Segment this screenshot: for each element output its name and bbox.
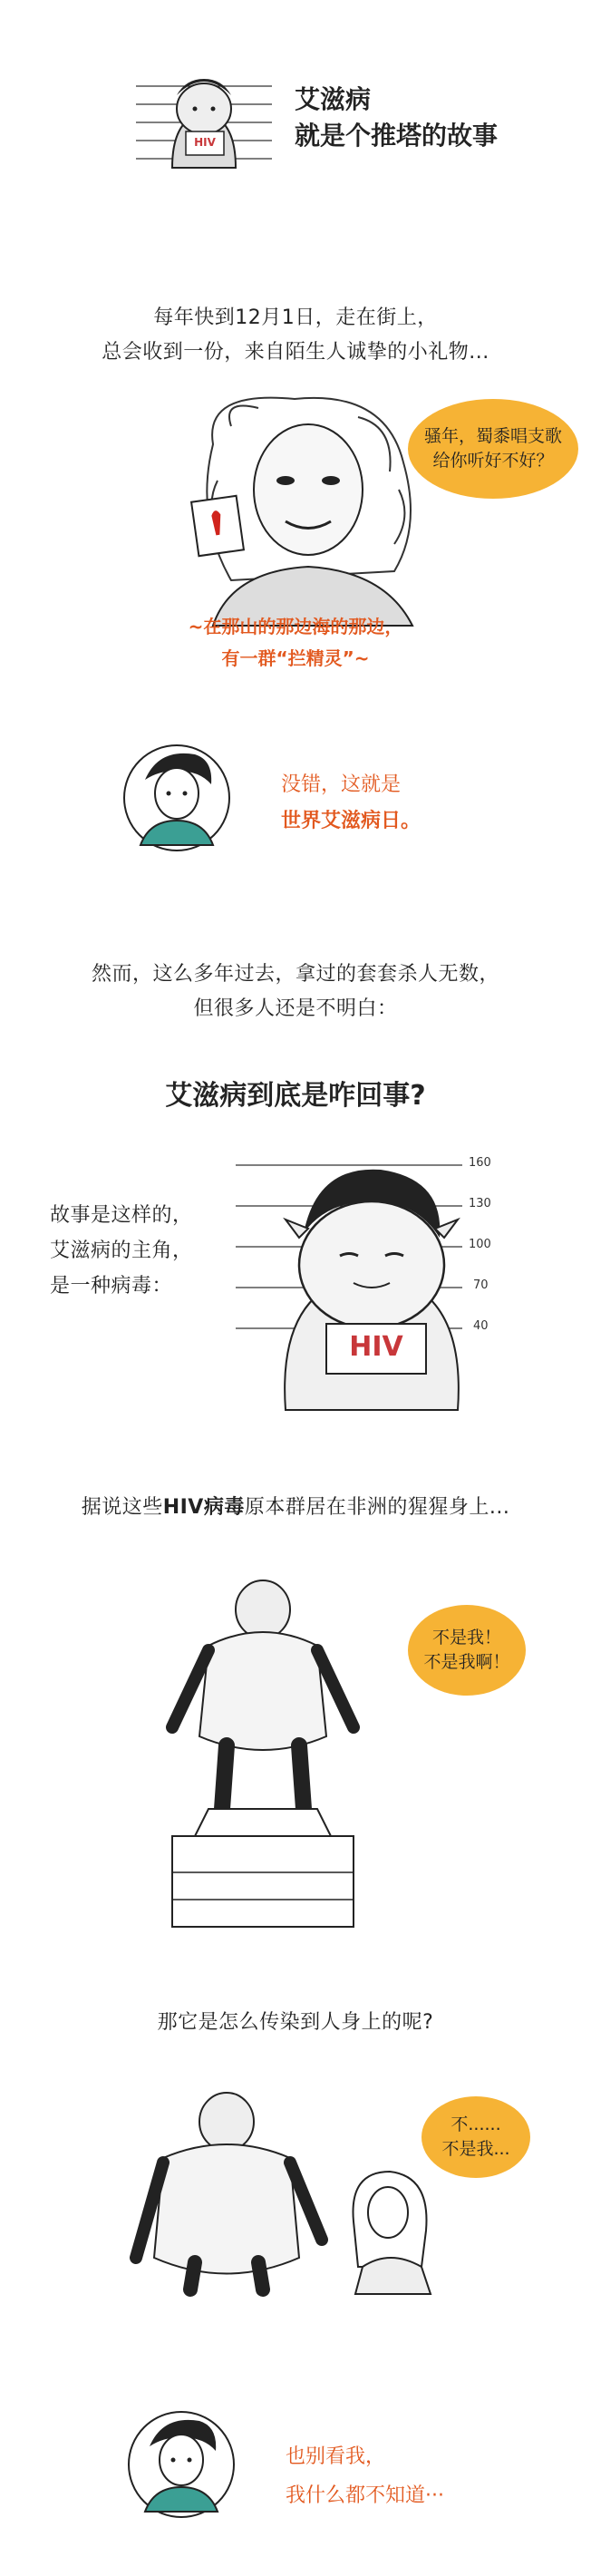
doctor-avatar-2 bbox=[127, 2410, 236, 2519]
aids-day-line1: 没错，这就是 bbox=[281, 773, 402, 796]
question-text: 那它是怎么传染到人身上的呢? bbox=[157, 2011, 434, 2034]
para3-after: 原本群居在非洲的猩猩身上... bbox=[244, 1496, 510, 1519]
intro-line2: 总会收到一份，来自陌生人诚挚的小礼物... bbox=[102, 341, 489, 364]
song-line1: ~在那山的那边海的那边， bbox=[188, 616, 403, 637]
bubble2-line2: 不是我啊！ bbox=[423, 1652, 510, 1672]
story-line2: 艾滋病的主角， bbox=[50, 1239, 193, 1262]
bubble3-line2: 不是我... bbox=[441, 2139, 510, 2159]
final-line2: 我什么都不知道··· bbox=[286, 2484, 444, 2507]
height-mark-130: 130 bbox=[469, 1197, 491, 1210]
section-heading: 艾滋病到底是咋回事? bbox=[165, 1080, 426, 1112]
bubble3-line1: 不...... bbox=[451, 2114, 501, 2135]
para3 bbox=[0, 1492, 591, 1520]
doctor-avatar bbox=[122, 744, 231, 852]
bubble2-line1: 不是我！ bbox=[431, 1628, 501, 1648]
height-mark-160: 160 bbox=[469, 1156, 491, 1170]
bubble1-line2: 给你听好不好？ bbox=[432, 451, 554, 471]
mugshot-placard-label: HIV bbox=[349, 1331, 403, 1363]
lady-speech-bubble bbox=[408, 399, 578, 499]
gorilla-on-pedestal-illustration bbox=[154, 1564, 426, 1927]
header-title-line2: 就是个推塔的故事 bbox=[295, 121, 499, 151]
story-line3: 是一种病毒： bbox=[50, 1275, 173, 1298]
woman-speech-bubble bbox=[421, 2096, 530, 2178]
para2-line1: 然而，这么多年过去，拿过的套套杀人无数， bbox=[91, 963, 499, 986]
hiv-virus-mugshot-illustration bbox=[236, 1147, 508, 1410]
final-line1: 也别看我， bbox=[286, 2445, 386, 2468]
intro-line1: 每年快到12月1日，走在街上， bbox=[153, 306, 438, 329]
volunteer-lady-illustration bbox=[177, 390, 449, 626]
height-mark-100: 100 bbox=[469, 1238, 491, 1251]
story-line1: 故事是这样的， bbox=[50, 1204, 193, 1227]
para3-bold: HIV病毒 bbox=[162, 1496, 245, 1519]
para2-line2: 但很多人还是不明白： bbox=[193, 997, 398, 1020]
para3-before: 据说这些 bbox=[81, 1496, 163, 1519]
height-mark-70: 70 bbox=[473, 1278, 489, 1292]
aids-day-line2: 世界艾滋病日。 bbox=[281, 810, 421, 832]
header-title-line1: 艾滋病 bbox=[295, 84, 372, 114]
song-line2: 有一群“拦精灵”~ bbox=[221, 647, 370, 669]
header-placard-label: HIV bbox=[194, 136, 216, 149]
height-mark-40: 40 bbox=[473, 1319, 489, 1333]
bubble1-line1: 骚年，蜀黍唱支歌 bbox=[423, 426, 562, 447]
gorilla-speech-bubble bbox=[408, 1605, 526, 1696]
hiv-mugshot-icon bbox=[136, 68, 272, 168]
